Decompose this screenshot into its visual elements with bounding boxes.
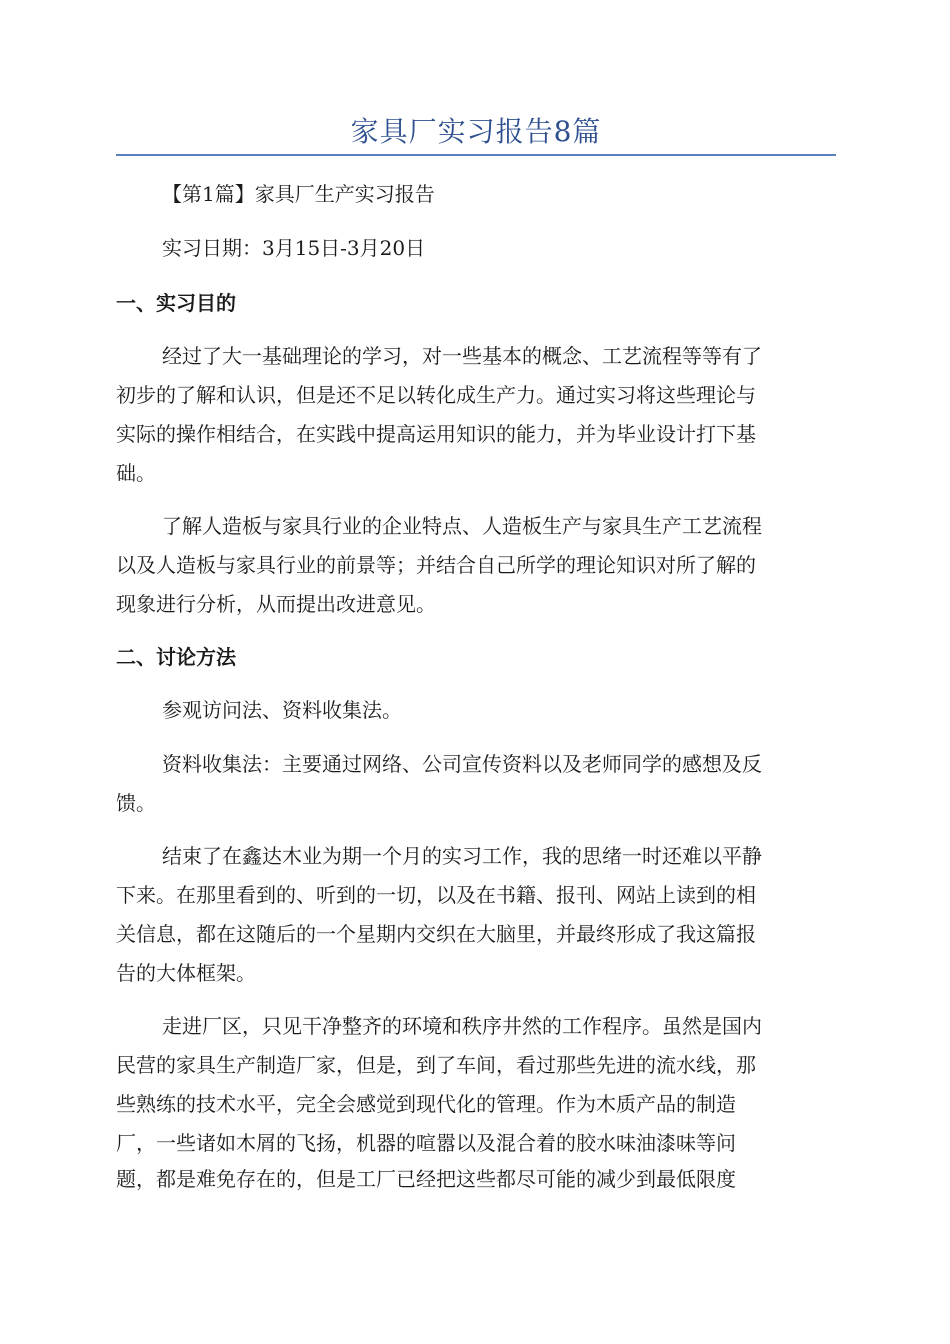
paragraph-line: 告的大体框架。 — [116, 961, 256, 985]
paragraph-line: 经过了大一基础理论的学习，对一些基本的概念、工艺流程等等有了 — [162, 344, 762, 368]
paragraph-line: 民营的家具生产制造厂家，但是，到了车间，看过那些先进的流水线，那 — [116, 1053, 756, 1077]
section-heading-purpose: 一、实习目的 — [116, 291, 236, 315]
paragraph-line: 下来。在那里看到的、听到的一切，以及在书籍、报刊、网站上读到的相 — [116, 883, 756, 907]
paragraph-line: 资料收集法：主要通过网络、公司宣传资料以及老师同学的感想及反 — [162, 752, 762, 776]
paragraph-line: 题，都是难免存在的，但是工厂已经把这些都尽可能的减少到最低限度 — [116, 1167, 736, 1191]
paragraph-line: 了解人造板与家具行业的企业特点、人造板生产与家具生产工艺流程 — [162, 514, 762, 538]
paragraph-line: 参观访问法、资料收集法。 — [162, 698, 402, 722]
document-title: 家具厂实习报告8篇 — [350, 115, 602, 148]
paragraph-line: 础。 — [116, 461, 156, 485]
title-underline — [116, 154, 836, 156]
date-line: 实习日期：3月15日-3月20日 — [162, 236, 426, 260]
paragraph-line: 以及人造板与家具行业的前景等；并结合自己所学的理论知识对所了解的 — [116, 553, 756, 577]
paragraph-line: 厂，一些诸如木屑的飞扬，机器的喧嚣以及混合着的胶水味油漆味等问 — [116, 1131, 736, 1155]
paragraph-line: 初步的了解和认识，但是还不足以转化成生产力。通过实习将这些理论与 — [116, 383, 756, 407]
paragraph-line: 现象进行分析，从而提出改进意见。 — [116, 592, 436, 616]
paragraph-line: 结束了在鑫达木业为期一个月的实习工作，我的思绪一时还难以平静 — [162, 844, 762, 868]
paragraph-line: 走进厂区，只见干净整齐的环境和秩序井然的工作程序。虽然是国内 — [162, 1014, 762, 1038]
section-heading-method: 二、讨论方法 — [116, 645, 236, 669]
paragraph-line: 馈。 — [116, 791, 156, 815]
paragraph-line: 实际的操作相结合，在实践中提高运用知识的能力，并为毕业设计打下基 — [116, 422, 756, 446]
subtitle: 【第1篇】家具厂生产实习报告 — [162, 182, 435, 206]
paragraph-line: 些熟练的技术水平，完全会感觉到现代化的管理。作为木质产品的制造 — [116, 1092, 736, 1116]
paragraph-line: 关信息，都在这随后的一个星期内交织在大脑里，并最终形成了我这篇报 — [116, 922, 756, 946]
